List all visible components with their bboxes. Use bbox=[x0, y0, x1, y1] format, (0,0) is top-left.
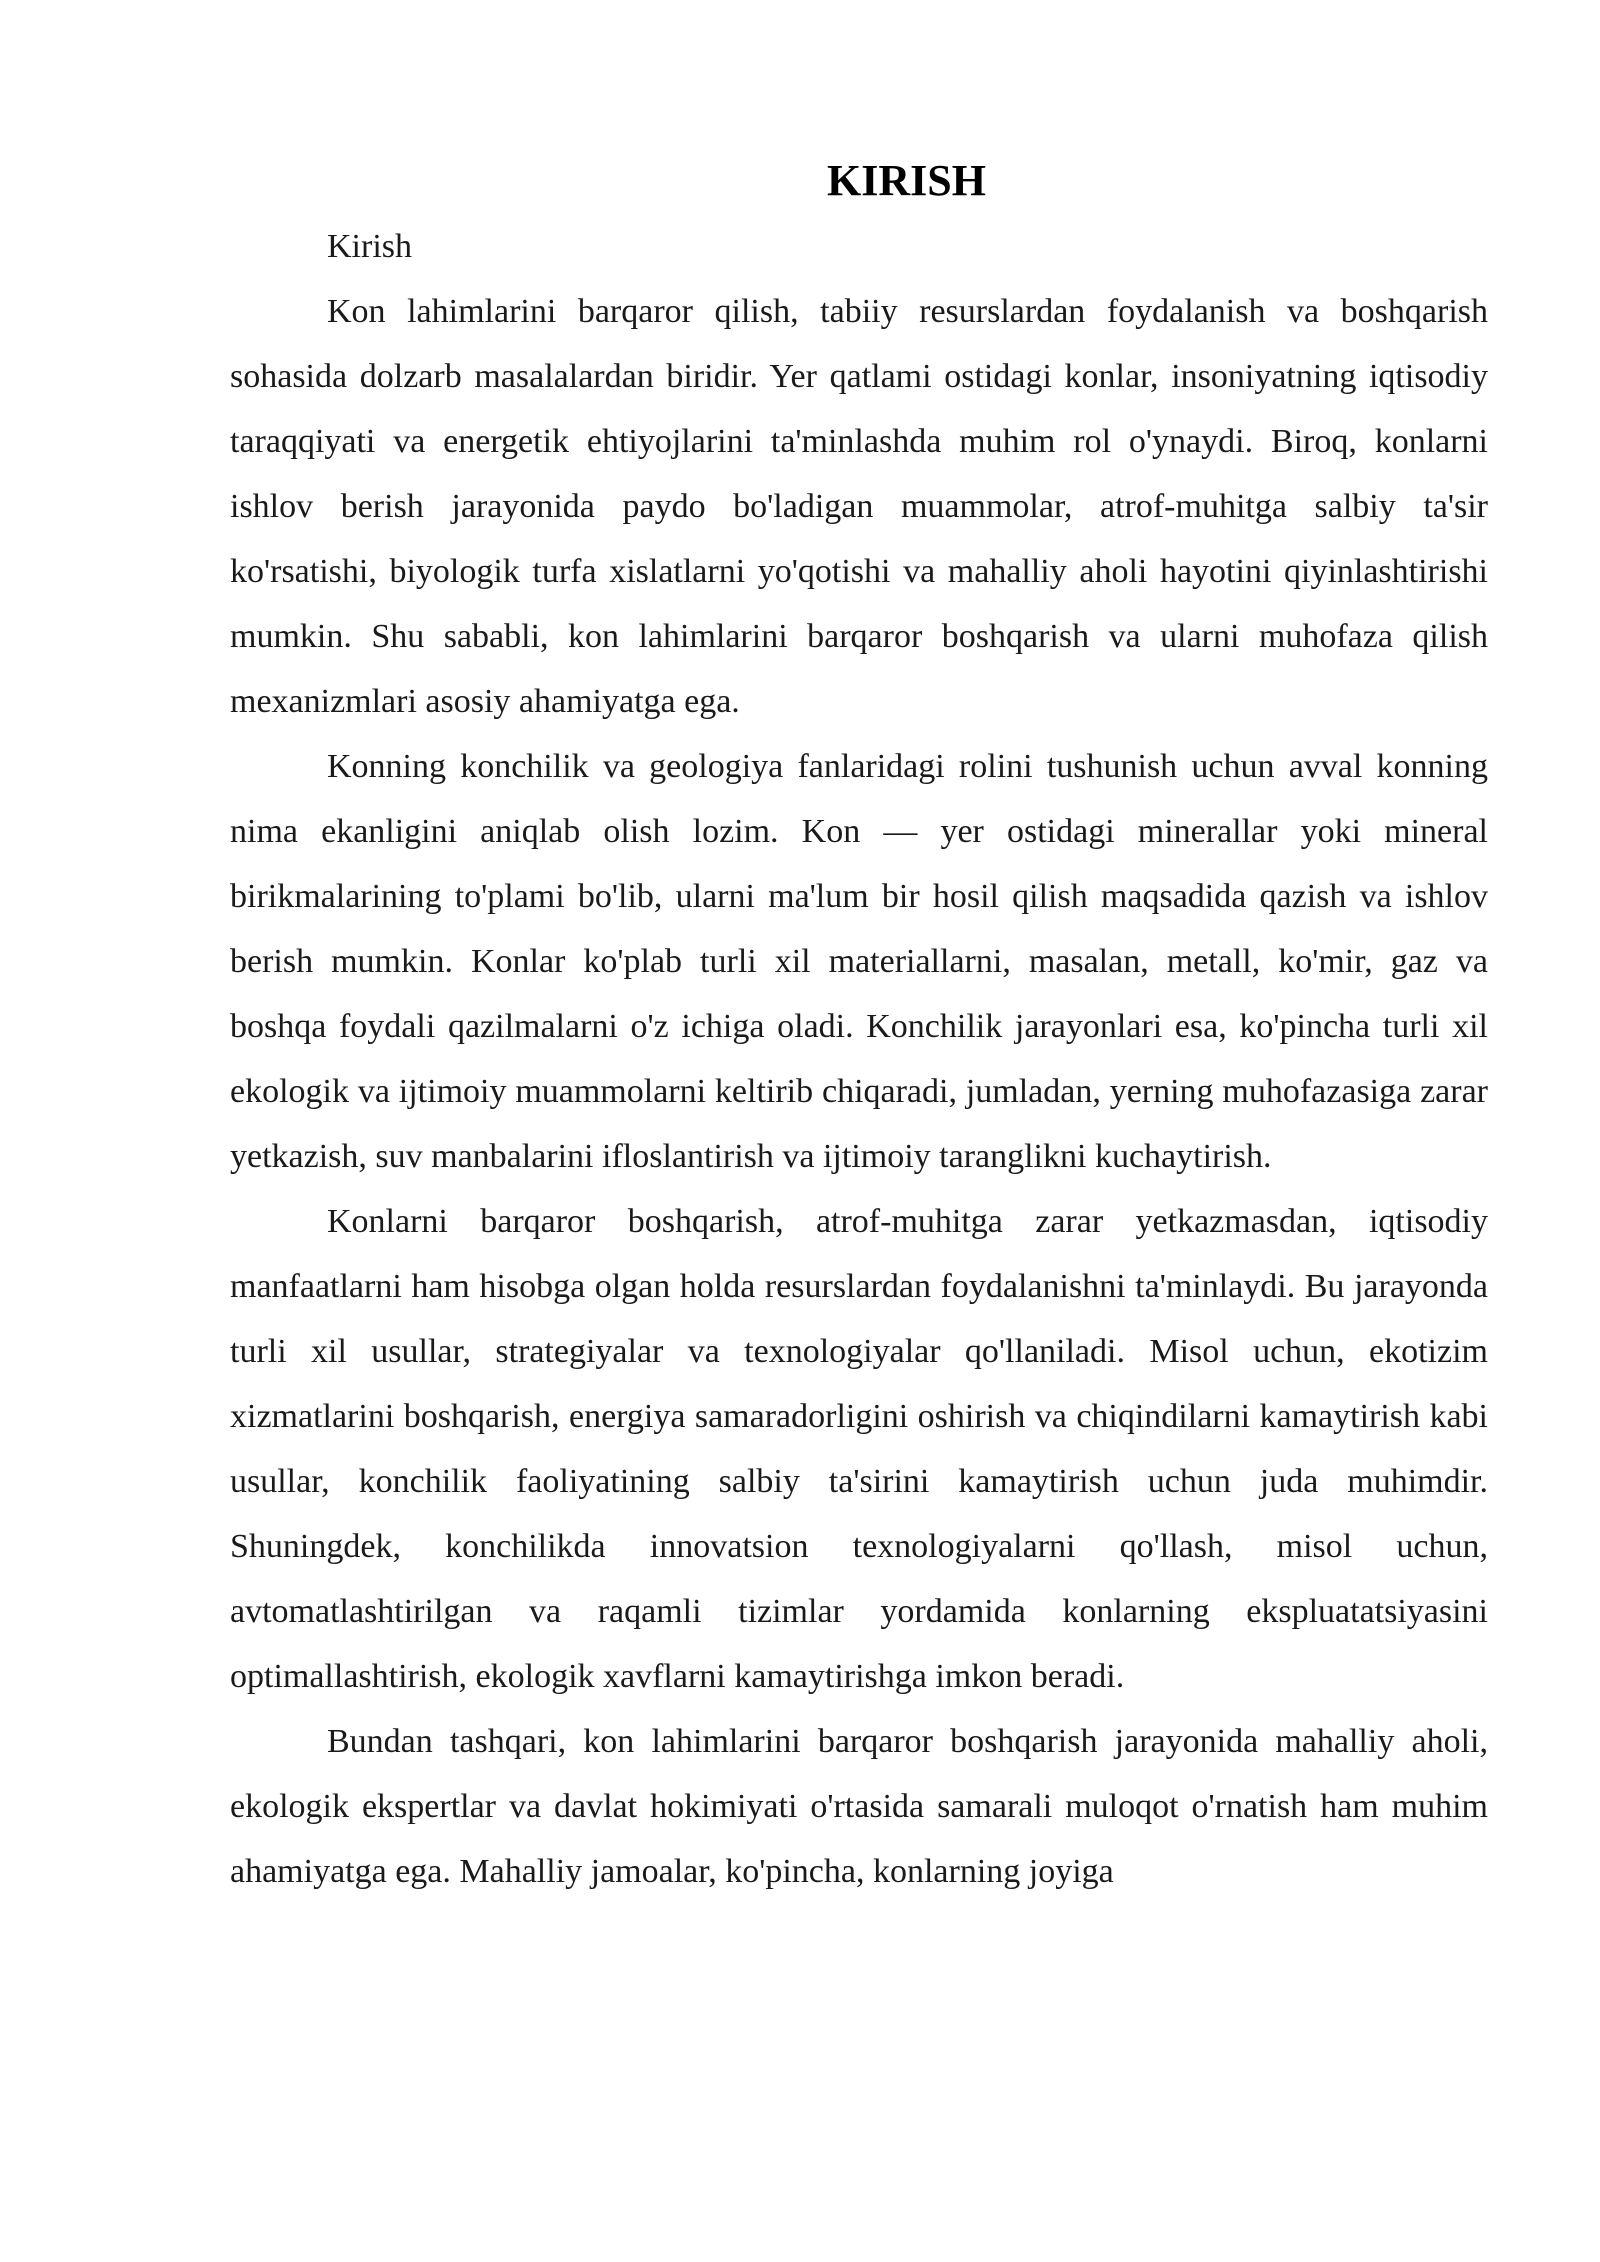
paragraph-1: Kon lahimlarini barqaror qilish, tabiiy resurslardan foydalanish va boshqarish sohasida dolzarb masalalardan biridir. Yer qatlami ostidagi konlar, insoniyatning iqtisodiy taraqqiyati va energetik ehtiyojlarini ta'minlashda muhim rol o'ynaydi. Biroq, konlarni ishlov berish jarayonida paydo bo'ladigan muammolar, atrof-muhitga salbiy ta'sir ko'rsatishi, biyologik turfa xislatlarni yo'qotishi va mahalliy aholi hayotini qiyinlashtirishi mumkin. Shu sababli, kon lahimlarini barqaror boshqarish va ularni muhofaza qilish mexanizmlari asosiy ahamiyatga ega. bbox=[230, 293, 1488, 720]
paragraph-3: Konlarni barqaror boshqarish, atrof-muhitga zarar yetkazmasdan, iqtisodiy manfaatlarni ham hisobga olgan holda resurslardan foydalanishni ta'minlaydi. Bu jarayonda turli xil usullar, strategiyalar va texnologiyalar qo'llaniladi. Misol uchun, ekotizim xizmatlarini boshqarish, energiya samaradorligini oshirish va chiqindilarni kamaytirish kabi usullar, konchilik faoliyatining salbiy ta'sirini kamaytirish uchun juda muhimdir. Shuningdek, konchilikda innovatsion texnologiyalarni qo'llash, misol uchun, avtomatlashtirilgan va raqamli tizimlar yordamida konlarning ekspluatatsiyasini optimallashtirish, ekologik xavflarni kamaytirishga imkon beradi. bbox=[230, 1203, 1488, 1695]
section-subheading: Kirish bbox=[327, 228, 412, 265]
document-body bbox=[230, 148, 1488, 1904]
page-title: KIRISH bbox=[827, 156, 986, 205]
paragraph-2: Konning konchilik va geologiya fanlaridagi rolini tushunish uchun avval konning nima ekanligini aniqlab olish lozim. Kon — yer ostidagi minerallar yoki mineral birikmalarining to'plami bo'lib, ularni ma'lum bir hosil qilish maqsadida qazish va ishlov berish mumkin. Konlar ko'plab turli xil materiallarni, masalan, metall, ko'mir, gaz va boshqa foydali qazilmalarni o'z ichiga oladi. Konchilik jarayonlari esa, ko'pincha turli xil ekologik va ijtimoiy muammolarni keltirib chiqaradi, jumladan, yerning muhofazasiga zarar yetkazish, suv manbalarini ifloslantirish va ijtimoiy taranglikni kuchaytirish. bbox=[230, 748, 1488, 1175]
paragraph-4: Bundan tashqari, kon lahimlarini barqaror boshqarish jarayonida mahalliy aholi, ekologik ekspertlar va davlat hokimiyati o'rtasida samarali muloqot o'rnatish ham muhim ahamiyatga ega. Mahalliy jamoalar, ko'pincha, konlarning joyiga bbox=[230, 1723, 1488, 1890]
